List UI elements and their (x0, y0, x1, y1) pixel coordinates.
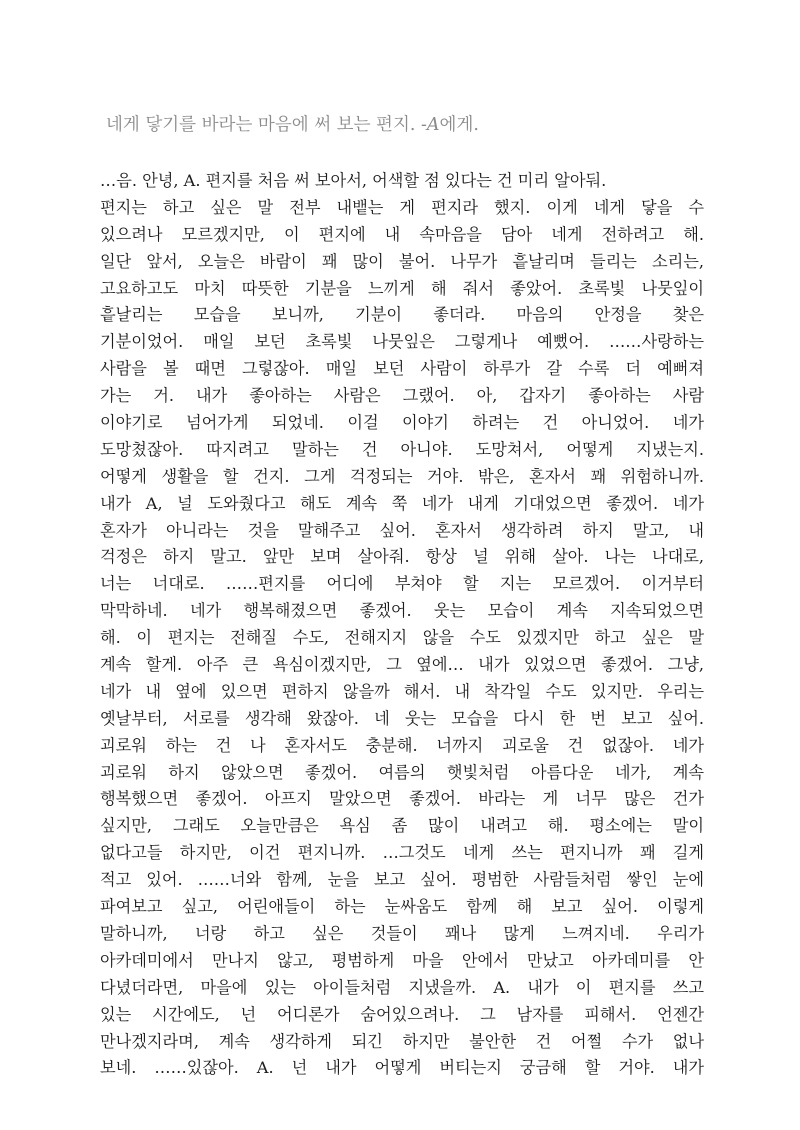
letter-body (100, 168, 704, 1082)
letter-line: 어떻게 생활을 할 건지. 그게 걱정되는 거야. 밖은, 혼자서 꽤 위험하니까. (100, 466, 704, 486)
letter-title-prefix: 네게 닿기를 바라는 마음에 써 보는 편지. - (106, 115, 427, 135)
letter-line: 혼자가 아니라는 것을 말해주고 싶어. 혼자서 생각하려 하지 말고, 내 (100, 520, 704, 540)
letter-title-recipient: A (426, 115, 440, 135)
letter-line: 보네. ……있잖아. A. 넌 내가 어떻게 버티는지 궁금해 할 거야. 내가 (100, 1058, 704, 1078)
letter-line: …음. 안녕, A. 편지를 처음 써 보아서, 어색할 점 있다는 건 미리 알아둬. (100, 171, 607, 190)
letter-line: 싶지만, 그래도 오늘만큼은 욕심 좀 많이 내려고 해. 평소에는 말이 (100, 816, 704, 836)
letter-line: 말하니까, 너랑 하고 싶은 것들이 꽤나 많게 느껴지네. 우리가 (100, 923, 704, 943)
letter-line: 다녔더라면, 마을에 있는 아이들처럼 지냈을까. A. 내가 이 편지를 쓰고 (100, 977, 704, 997)
letter-line: 괴로워 하지 않았으면 좋겠어. 여름의 햇빛처럼 아름다운 네가, 계속 (100, 762, 704, 782)
letter-line: 이야기로 넘어가게 되었네. 이걸 이야기 하려는 건 아니었어. 네가 (100, 413, 704, 433)
letter-line: 걱정은 하지 말고. 앞만 보며 살아줘. 항상 널 위해 살아. 나는 나대로, (100, 547, 704, 567)
letter-line: 있으려나 모르겠지만, 이 편지에 내 속마음을 담아 네게 전하려고 해. (100, 224, 704, 244)
letter-line: 행복했으면 좋겠어. 아프지 말았으면 좋겠어. 바라는 게 너무 많은 건가 (100, 789, 704, 809)
letter-line: 내가 A, 널 도와줬다고 해도 계속 쭉 네가 내게 기대었으면 좋겠어. 네가 (100, 493, 704, 513)
letter-line: 네가 내 옆에 있으면 편하지 않을까 해서. 내 착각일 수도 있지만. 우리는 (100, 681, 704, 701)
letter-line: 해. 이 편지는 전해질 수도, 전해지지 않을 수도 있겠지만 하고 싶은 말 (100, 628, 704, 648)
letter-line: 괴로워 하는 건 나 혼자서도 충분해. 너까지 괴로울 건 없잖아. 네가 (100, 735, 704, 755)
letter-line: 아카데미에서 만나지 않고, 평범하게 마을 안에서 만났고 아카데미를 안 (100, 950, 704, 970)
letter-line: 일단 앞서, 오늘은 바람이 꽤 많이 불어. 나무가 흩날리며 들리는 소리는, (100, 251, 704, 271)
letter-line: 막막하네. 네가 행복해졌으면 좋겠어. 웃는 모습이 계속 지속되었으면 (100, 601, 704, 621)
letter-line: 너는 너대로. ……편지를 어디에 부쳐야 할 지는 모르겠어. 이거부터 (100, 574, 704, 594)
letter-line: 파여보고 싶고, 어린애들이 하는 눈싸움도 함께 해 보고 싶어. 이렇게 (100, 897, 704, 917)
letter-line: 계속 할게. 아주 큰 욕심이겠지만, 그 옆에… 내가 있었으면 좋겠어. 그냥, (100, 655, 704, 675)
letter-line: 있는 시간에도, 넌 어디론가 숨어있으려나. 그 남자를 피해서. 언젠간 (100, 1004, 704, 1024)
letter-line: 고요하고도 마치 따뜻한 기분을 느끼게 해 줘서 좋았어. 초록빛 나뭇잎이 (100, 278, 704, 298)
letter-line: 흩날리는 모습을 보니까, 기분이 좋더라. 마음의 안정을 찾은 (100, 305, 704, 325)
letter-line: 적고 있어. ……너와 함께, 눈을 보고 싶어. 평범한 사람들처럼 쌓인 눈에 (100, 870, 704, 890)
letter-line: 가는 거. 내가 좋아하는 사람은 그랬어. 아, 갑자기 좋아하는 사람 (100, 386, 704, 406)
letter-line: 옛날부터, 서로를 생각해 왔잖아. 네 웃는 모습을 다시 한 번 보고 싶어. (100, 708, 704, 728)
letter-title (106, 112, 726, 138)
letter-line: 사람을 볼 때면 그렇잖아. 매일 보던 사람이 하루가 갈 수록 더 예뻐져 (100, 359, 704, 379)
letter-line: 편지는 하고 싶은 말 전부 내뱉는 게 편지라 했지. 이게 네게 닿을 수 (100, 197, 704, 217)
letter-line: 없다고들 하지만, 이건 편지니까. …그것도 네게 쓰는 편지니까 꽤 길게 (100, 843, 704, 863)
letter-title-suffix: 에게. (439, 115, 479, 135)
letter-line: 도망쳤잖아. 따지려고 말하는 건 아니야. 도망쳐서, 어떻게 지냈는지. (100, 439, 704, 459)
letter-line: 만나겠지라며, 계속 생각하게 되긴 하지만 불안한 건 어쩔 수가 없나 (100, 1031, 704, 1051)
letter-line: 기분이었어. 매일 보던 초록빛 나뭇잎은 그렇게나 예뻤어. ……사랑하는 (100, 332, 704, 352)
